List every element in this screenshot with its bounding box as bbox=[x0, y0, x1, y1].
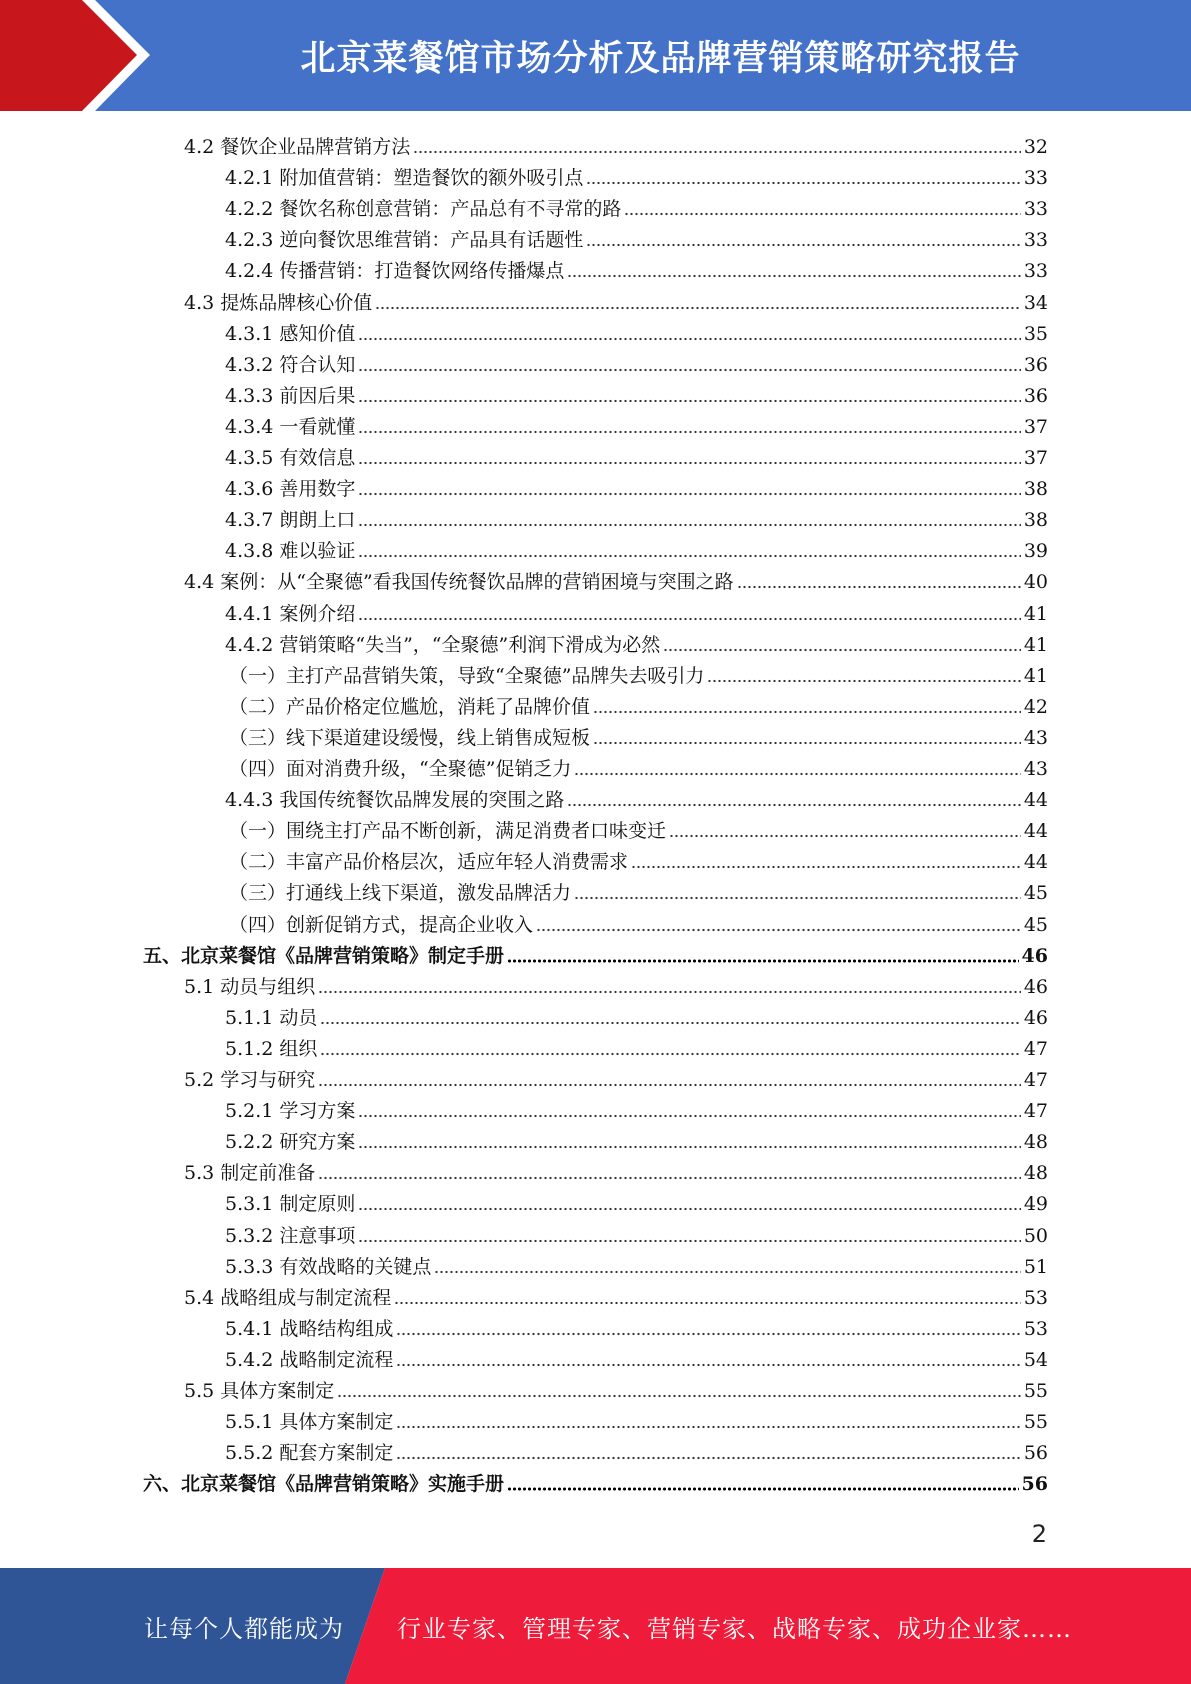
toc-entry-title: 4.3.2 符合认知 bbox=[225, 353, 356, 376]
report-title: 北京菜餐馆市场分析及品牌营销策略研究报告 bbox=[300, 38, 1021, 79]
toc-entry[interactable] bbox=[229, 874, 1048, 905]
toc-dot-leader bbox=[567, 274, 1020, 278]
toc-dot-leader bbox=[624, 212, 1020, 216]
toc-entry-page: 47 bbox=[1023, 1069, 1048, 1091]
toc-dot-leader bbox=[396, 1425, 1020, 1429]
toc-entry-title: 4.4.2 营销策略“失当”，“全聚德”利润下滑成为必然 bbox=[225, 633, 661, 656]
toc-dot-leader bbox=[663, 648, 1021, 652]
toc-dot-leader bbox=[318, 1176, 1021, 1180]
toc-entry-title: 5.2 学习与研究 bbox=[184, 1069, 316, 1091]
toc-dot-leader bbox=[536, 928, 1021, 932]
toc-entry[interactable] bbox=[143, 1465, 1048, 1496]
toc-entry-page: 33 bbox=[1023, 167, 1048, 190]
toc-entry[interactable] bbox=[225, 781, 1048, 812]
toc-entry-page: 56 bbox=[1021, 1473, 1048, 1496]
toc-dot-leader bbox=[396, 1363, 1020, 1367]
toc-entry[interactable] bbox=[229, 812, 1048, 843]
toc-entry-title: 5.4 战略组成与制定流程 bbox=[184, 1286, 392, 1309]
toc-entry-title: 5.3.1 制定原则 bbox=[225, 1193, 356, 1216]
toc-entry-page: 41 bbox=[1023, 602, 1048, 625]
toc-entry-page: 44 bbox=[1023, 820, 1048, 843]
toc-entry-title: 5.1 动员与组织 bbox=[184, 975, 316, 998]
toc-dot-leader bbox=[396, 1456, 1020, 1460]
toc-entry-title: 5.2.1 学习方案 bbox=[225, 1100, 356, 1123]
toc-dot-leader bbox=[320, 1052, 1020, 1056]
toc-entry-page: 53 bbox=[1023, 1317, 1048, 1340]
toc-entry-title: （一）围绕主打产品不断创新，满足消费者口味变迁 bbox=[229, 820, 667, 843]
toc-entry-title: （三）线下渠道建设缓慢，线上销售成短板 bbox=[229, 726, 591, 749]
toc-entry[interactable] bbox=[184, 284, 1048, 315]
toc-entry-title: （三）打通线上线下渠道，激发品牌活力 bbox=[229, 882, 572, 905]
toc-dot-leader bbox=[318, 990, 1021, 994]
toc-dot-leader bbox=[358, 492, 1020, 496]
toc-entry-title: 4.3.3 前因后果 bbox=[225, 384, 356, 407]
toc-entry[interactable] bbox=[225, 1403, 1048, 1434]
toc-entry-page: 33 bbox=[1023, 260, 1048, 283]
toc-entry[interactable] bbox=[225, 1434, 1048, 1465]
toc-entry-page: 33 bbox=[1023, 229, 1048, 252]
toc-entry-page: 45 bbox=[1023, 913, 1048, 936]
toc-entry-title: 4.2.4 传播营销：打造餐饮网络传播爆点 bbox=[225, 260, 565, 283]
toc-entry-title: 4.3.7 朗朗上口 bbox=[225, 509, 356, 532]
toc-entry-page: 40 bbox=[1023, 571, 1048, 594]
toc-entry[interactable] bbox=[225, 470, 1048, 501]
toc-entry-page: 36 bbox=[1023, 353, 1048, 376]
footer-slogan-right: 行业专家、管理专家、营销专家、战略专家、成功企业家…… bbox=[397, 1614, 1072, 1643]
toc-entry-page: 32 bbox=[1023, 136, 1048, 158]
toc-entry[interactable] bbox=[225, 1248, 1048, 1279]
toc-entry[interactable] bbox=[225, 532, 1048, 563]
toc-entry-page: 43 bbox=[1023, 758, 1048, 780]
toc-entry-page: 47 bbox=[1023, 1037, 1048, 1060]
toc-entry[interactable] bbox=[225, 1185, 1048, 1216]
toc-entry[interactable] bbox=[225, 626, 1048, 657]
toc-entry[interactable] bbox=[229, 843, 1048, 874]
toc-entry[interactable] bbox=[229, 906, 1048, 937]
toc-entry[interactable] bbox=[225, 408, 1048, 439]
toc-entry-title: 5.5.1 具体方案制定 bbox=[225, 1411, 394, 1434]
toc-entry-page: 38 bbox=[1023, 509, 1048, 532]
toc-entry-page: 44 bbox=[1023, 851, 1048, 874]
toc-entry-title: 5.2.2 研究方案 bbox=[225, 1131, 356, 1154]
toc-dot-leader bbox=[358, 1145, 1020, 1149]
toc-dot-leader bbox=[337, 1394, 1021, 1398]
toc-dot-leader bbox=[318, 1083, 1021, 1087]
toc-entry-title: 5.3.3 有效战略的关键点 bbox=[225, 1255, 432, 1278]
toc-entry-title: 五、北京菜餐馆《品牌营销策略》制定手册 bbox=[143, 944, 505, 967]
toc-entry-title: 4.3.5 有效信息 bbox=[225, 447, 356, 469]
toc-entry-page: 38 bbox=[1023, 478, 1048, 501]
toc-entry-title: 4.2 餐饮企业品牌营销方法 bbox=[184, 136, 411, 158]
toc-dot-leader bbox=[434, 1270, 1020, 1274]
toc-dot-leader bbox=[593, 710, 1021, 714]
toc-entry[interactable] bbox=[184, 1061, 1048, 1092]
toc-entry[interactable] bbox=[184, 968, 1048, 999]
toc-entry-page: 46 bbox=[1023, 1006, 1048, 1029]
toc-entry-page: 47 bbox=[1023, 1100, 1048, 1123]
toc-entry-title: 4.2.1 附加值营销：塑造餐饮的额外吸引点 bbox=[225, 167, 584, 190]
toc-entry-title: 5.1.1 动员 bbox=[225, 1006, 318, 1029]
toc-entry[interactable] bbox=[225, 1341, 1048, 1372]
toc-entry-page: 36 bbox=[1023, 384, 1048, 407]
toc-entry[interactable] bbox=[225, 159, 1048, 190]
toc-entry[interactable] bbox=[225, 439, 1048, 470]
toc-entry-title: 4.4.1 案例介绍 bbox=[225, 602, 356, 625]
toc-entry[interactable] bbox=[225, 1310, 1048, 1341]
toc-entry[interactable] bbox=[225, 1092, 1048, 1123]
toc-dot-leader bbox=[358, 523, 1020, 527]
toc-entry[interactable] bbox=[229, 688, 1048, 719]
toc-entry-page: 51 bbox=[1023, 1255, 1048, 1278]
toc-entry-title: 5.4.1 战略结构组成 bbox=[225, 1317, 394, 1340]
toc-entry-title: 5.3.2 注意事项 bbox=[225, 1224, 356, 1247]
toc-dot-leader bbox=[631, 865, 1021, 869]
toc-entry-title: （一）主打产品营销失策，导致“全聚德”品牌失去吸引力 bbox=[229, 664, 705, 687]
toc-entry-title: 4.2.3 逆向餐饮思维营销：产品具有话题性 bbox=[225, 229, 584, 252]
toc-dot-leader bbox=[593, 741, 1021, 745]
toc-entry[interactable] bbox=[225, 252, 1048, 283]
toc-dot-leader bbox=[574, 896, 1021, 900]
toc-entry[interactable] bbox=[225, 377, 1048, 408]
toc-entry-page: 37 bbox=[1023, 447, 1048, 469]
toc-entry-page: 46 bbox=[1021, 944, 1048, 967]
toc-entry[interactable] bbox=[225, 595, 1048, 626]
toc-dot-leader bbox=[396, 1332, 1020, 1336]
toc-dot-leader bbox=[413, 150, 1021, 154]
toc-entry-page: 48 bbox=[1023, 1162, 1048, 1185]
toc-entry-page: 39 bbox=[1023, 540, 1048, 563]
toc-entry-page: 48 bbox=[1023, 1131, 1048, 1154]
toc-entry-title: 5.1.2 组织 bbox=[225, 1037, 318, 1060]
toc-dot-leader bbox=[358, 554, 1020, 558]
toc-entry-page: 37 bbox=[1023, 415, 1048, 438]
toc-entry-title: 4.3.8 难以验证 bbox=[225, 540, 356, 563]
toc-entry-title: 4.3.1 感知价值 bbox=[225, 322, 356, 345]
toc-entry-page: 44 bbox=[1023, 789, 1048, 812]
toc-dot-leader bbox=[375, 306, 1021, 310]
toc-dot-leader bbox=[586, 243, 1020, 247]
toc-dot-leader bbox=[358, 1239, 1020, 1243]
toc-dot-leader bbox=[358, 1207, 1020, 1211]
toc-dot-leader bbox=[358, 461, 1020, 465]
page-number: 2 bbox=[1031, 1520, 1047, 1548]
toc-entry-page: 42 bbox=[1023, 695, 1048, 718]
toc-entry-title: 六、北京菜餐馆《品牌营销策略》实施手册 bbox=[143, 1473, 505, 1496]
toc-dot-leader bbox=[358, 617, 1020, 621]
toc-entry[interactable] bbox=[229, 657, 1048, 688]
toc-entry-title: 4.3.4 一看就懂 bbox=[225, 415, 356, 438]
toc-entry-page: 53 bbox=[1023, 1286, 1048, 1309]
toc-dot-leader bbox=[707, 679, 1020, 683]
toc-entry-title: （四）创新促销方式，提高企业收入 bbox=[229, 913, 534, 936]
toc-entry[interactable] bbox=[225, 315, 1048, 346]
page-header bbox=[0, 0, 1191, 111]
toc-entry-page: 55 bbox=[1023, 1380, 1048, 1402]
toc-entry[interactable] bbox=[225, 190, 1048, 221]
toc-entry-title: 4.3 提炼品牌核心价值 bbox=[184, 291, 373, 314]
toc-entry[interactable] bbox=[184, 563, 1048, 594]
toc-entry-page: 50 bbox=[1023, 1224, 1048, 1247]
toc-entry-page: 43 bbox=[1023, 726, 1048, 749]
toc-entry-page: 45 bbox=[1023, 882, 1048, 905]
toc-dot-leader bbox=[358, 430, 1020, 434]
footer-slogan-left: 让每个人都能成为 bbox=[144, 1614, 344, 1643]
toc-entry[interactable] bbox=[225, 1217, 1048, 1248]
toc-entry-page: 54 bbox=[1023, 1348, 1048, 1371]
toc-dot-leader bbox=[737, 585, 1021, 589]
toc-dot-leader bbox=[574, 772, 1020, 776]
toc-entry-title: 4.3.6 善用数字 bbox=[225, 478, 356, 501]
toc-entry-title: 4.4 案例：从“全聚德”看我国传统餐饮品牌的营销困境与突围之路 bbox=[184, 571, 734, 594]
toc-dot-leader bbox=[669, 834, 1021, 838]
toc-entry[interactable] bbox=[225, 1123, 1048, 1154]
toc-entry[interactable] bbox=[184, 1279, 1048, 1310]
toc-entry[interactable] bbox=[229, 719, 1048, 750]
toc-entry-title: （二）产品价格定位尴尬，消耗了品牌价值 bbox=[229, 695, 591, 718]
toc-entry-title: 5.4.2 战略制定流程 bbox=[225, 1348, 394, 1371]
toc-entry-page: 41 bbox=[1023, 633, 1048, 656]
toc-entry[interactable] bbox=[184, 128, 1048, 159]
toc-entry[interactable] bbox=[225, 501, 1048, 532]
toc-entry[interactable] bbox=[225, 999, 1048, 1030]
toc-entry-title: 4.2.2 餐饮名称创意营销：产品总有不寻常的路 bbox=[225, 198, 622, 221]
toc-dot-leader bbox=[358, 368, 1020, 372]
toc-entry[interactable] bbox=[225, 1030, 1048, 1061]
toc-dot-leader bbox=[358, 337, 1020, 341]
toc-entry[interactable] bbox=[225, 221, 1048, 252]
toc-entry-title: 5.5.2 配套方案制定 bbox=[225, 1442, 394, 1465]
toc-dot-leader bbox=[358, 399, 1020, 403]
toc-entry[interactable] bbox=[184, 1372, 1048, 1403]
toc-dot-leader bbox=[507, 1487, 1019, 1491]
toc-entry-page: 55 bbox=[1023, 1411, 1048, 1434]
toc-dot-leader bbox=[507, 959, 1019, 963]
toc-entry-page: 41 bbox=[1023, 664, 1048, 687]
toc-entry[interactable] bbox=[229, 750, 1048, 781]
toc-entry-page: 33 bbox=[1023, 198, 1048, 221]
toc-entry-title: 4.4.3 我国传统餐饮品牌发展的突围之路 bbox=[225, 789, 565, 812]
toc-dot-leader bbox=[586, 181, 1020, 185]
toc-dot-leader bbox=[394, 1301, 1021, 1305]
toc-dot-leader bbox=[358, 1114, 1020, 1118]
page-footer bbox=[0, 1568, 1191, 1684]
toc-dot-leader bbox=[320, 1021, 1020, 1025]
toc-entry[interactable] bbox=[184, 1154, 1048, 1185]
toc-entry-page: 35 bbox=[1023, 322, 1048, 345]
toc-entry-page: 56 bbox=[1023, 1442, 1048, 1465]
toc-entry[interactable] bbox=[225, 346, 1048, 377]
toc-entry-page: 46 bbox=[1023, 975, 1048, 998]
toc-entry-title: （二）丰富产品价格层次，适应年轻人消费需求 bbox=[229, 851, 629, 874]
toc-entry-page: 34 bbox=[1023, 291, 1048, 314]
toc-entry-title: 5.3 制定前准备 bbox=[184, 1162, 316, 1185]
toc-entry-title: 5.5 具体方案制定 bbox=[184, 1380, 335, 1402]
toc-dot-leader bbox=[567, 803, 1020, 807]
toc-entry-title: （四）面对消费升级，“全聚德”促销乏力 bbox=[229, 758, 572, 780]
toc-entry[interactable] bbox=[143, 937, 1048, 968]
toc-entry-page: 49 bbox=[1023, 1193, 1048, 1216]
